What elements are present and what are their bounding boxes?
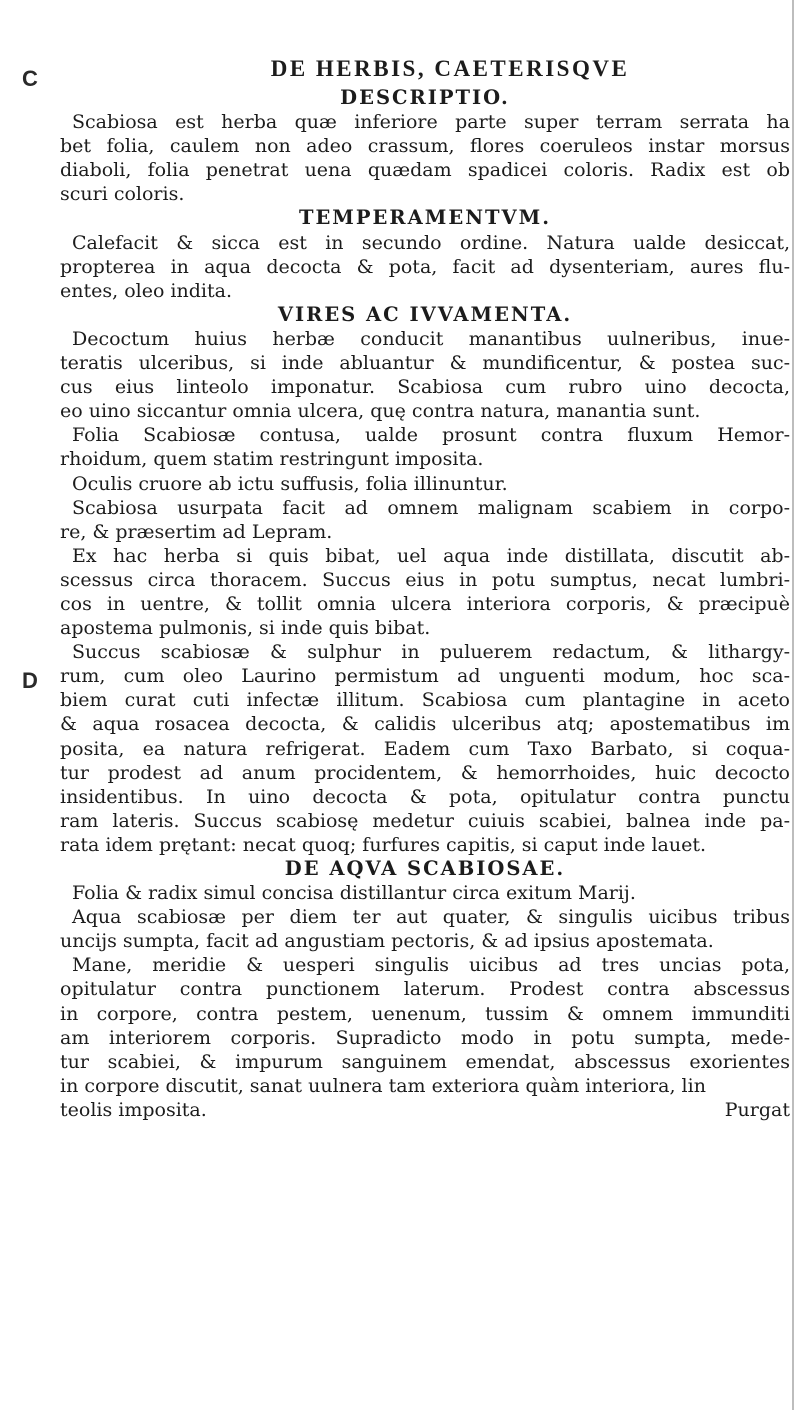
paragraph-first-line: Oculis cruore ab ictu suffusis, folia illinuntur. xyxy=(72,472,508,495)
text-line: rhoidum, quem statim restringunt imposita. xyxy=(60,448,484,471)
text-line: tur scabiei, & impurum sanguinem emendat, abscessus exorientes xyxy=(60,1050,790,1073)
text-line: am interiorem corporis. Supradicto modo in potu sumpta, mede- xyxy=(60,1026,790,1049)
section-heading: DE AQVA SCABIOSAE. xyxy=(284,857,566,880)
text-line: eo uino siccantur omnia ulcera, quę contra natura, manantia sunt. xyxy=(60,400,701,423)
text-line: teratis ulceribus, si inde abluantur & mundificentur, & postea suc- xyxy=(60,352,790,375)
paragraph-first-line: Calefacit & sicca est in secundo ordine. Natura ualde desiccat, xyxy=(72,231,790,254)
text-line: posita, ea natura refrigerat. Eadem cum Taxo Barbato, si coqua- xyxy=(60,737,790,760)
section-heading: TEMPERAMENTVM. xyxy=(298,206,552,230)
text-line: teolis imposita. Purgat xyxy=(60,1098,790,1121)
text-line: in corpore, contra pestem, uenenum, tussim & omnem immunditi xyxy=(60,1002,790,1025)
paragraph-first-line: Folia Scabiosæ contusa, ualde prosunt contra fluxum Hemor- xyxy=(72,424,790,447)
text-line: scuri coloris. xyxy=(60,183,185,206)
text-line: cos in uentre, & tollit omnia ulcera interiora corporis, & præcipuè xyxy=(60,592,790,615)
text-line: uncijs sumpta, facit ad angustiam pectoris, & ad ipsius apostemata. xyxy=(60,930,714,953)
catchword: Purgat xyxy=(724,1098,790,1121)
text-line: apostema pulmonis, si inde quis bibat. xyxy=(60,617,431,640)
text-block xyxy=(60,86,790,1122)
text-line: tur prodest ad anum procidentem, & hemorrhoides, huic decocto xyxy=(60,761,790,784)
margin-letter-c: C xyxy=(22,66,38,91)
text-line: propterea in aqua decocta & pota, facit ad dysenteriam, aures flu- xyxy=(60,255,790,278)
text-line: biem curat cuti infectæ illitum. Scabiosa cum plantagine in aceto xyxy=(60,689,790,712)
section-heading: DESCRIPTIO. xyxy=(340,86,510,109)
page-edge-rule xyxy=(792,0,794,1410)
paragraph-first-line: Ex hac herba si quis bibat, uel aqua inde distillata, discutit ab- xyxy=(72,544,790,567)
paragraph-first-line: Scabiosa est herba quæ inferiore parte super terram serrata ha xyxy=(72,111,790,134)
text-line: in corpore discutit, sanat uulnera tam exteriora quàm interiora, lin xyxy=(60,1074,706,1097)
paragraph-first-line: Succus scabiosæ & sulphur in puluerem redactum, & lithargy- xyxy=(72,641,790,664)
text-line: & aqua rosacea decocta, & calidis ulceribus atq; apostematibus im xyxy=(60,713,790,736)
text-line: ram lateris. Succus scabiosę medetur cuiuis scabiei, balnea inde pa- xyxy=(60,809,790,832)
paragraph-first-line: Scabiosa usurpata facit ad omnem malignam scabiem in corpo- xyxy=(72,496,790,519)
text-line: cus eius linteolo imponatur. Scabiosa cum rubro uino decocta, xyxy=(60,376,790,399)
paragraph-first-line: Decoctum huius herbæ conducit manantibus uulneribus, inue- xyxy=(72,327,790,350)
paragraph-first-line: Mane, meridie & uesperi singulis uicibus ad tres uncias pota, xyxy=(72,954,790,977)
text-line: scessus circa thoracem. Succus eius in potu sumptus, necat lumbri- xyxy=(60,568,790,591)
text-line: bet folia, caulem non adeo crassum, flores coeruleos instar morsus xyxy=(60,135,790,158)
section-heading: VIRES AC IVVAMENTA. xyxy=(277,302,573,326)
text-line: insidentibus. In uino decocta & pota, opitulatur contra punctu xyxy=(60,785,790,808)
text-line: re, & præsertim ad Lepram. xyxy=(60,520,333,543)
text-line: rum, cum oleo Laurino permistum ad unguenti modum, hoc sca- xyxy=(60,665,790,688)
text-line: rata idem prętant: necat quoq; furfures capitis, si caput inde lauet. xyxy=(60,833,706,856)
text-line: diaboli, folia penetrat uena quædam spadicei coloris. Radix est ob xyxy=(60,159,790,182)
text-line: entes, oleo indita. xyxy=(60,279,232,302)
text-line: opitulatur contra punctionem laterum. Prodest contra abscessus xyxy=(60,978,790,1001)
paragraph-first-line: Folia & radix simul concisa distillantur circa exitum Marij. xyxy=(72,882,636,905)
running-head: DE HERBIS, CAETERISQVE xyxy=(270,56,630,81)
paragraph-first-line: Aqua scabiosæ per diem ter aut quater, & singulis uicibus tribus xyxy=(72,906,790,929)
margin-letter-d: D xyxy=(22,668,38,693)
